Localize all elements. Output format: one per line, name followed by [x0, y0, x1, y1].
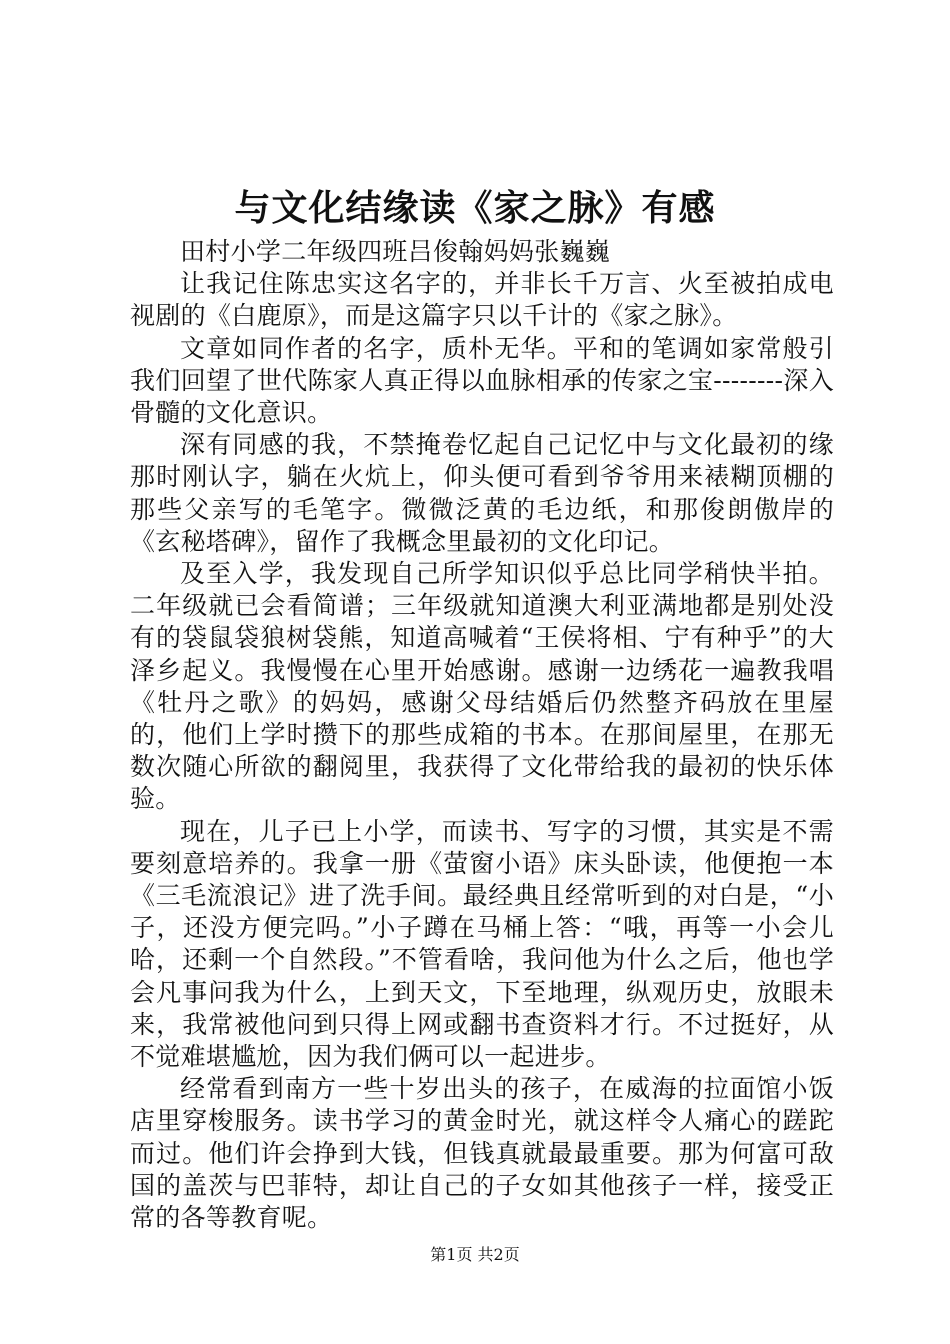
author-line: 田村小学二年级四班吕俊翰妈妈张巍巍: [180, 237, 611, 266]
document-body: [130, 236, 834, 1234]
paragraph: 及至入学，我发现自己所学知识似乎总比同学稍快半拍。二年级就已会看简谱；三年级就知道澳大利亚满地都是别处没有的袋鼠袋狼树袋熊，知道高喊着“王侯将相、宁有种乎”的大泽乡起义。我慢慢在心里开始感谢。感谢一边绣花一遍教我唱《牡丹之歌》的妈妈，感谢父母结婚后仍然整齐码放在里屋的，他们上学时攒下的那些成箱的书本。在那间屋里，在那无数次随心所欲的翻阅里，我获得了文化带给我的最初的快乐体验。: [130, 559, 834, 814]
paragraph: 深有同感的我，不禁掩卷忆起自己记忆中与文化最初的缘那时刚认字，躺在火炕上，仰头便可看到爷爷用来裱糊顶棚的那些父亲写的毛笔字。微微泛黄的毛边纸，和那俊朗傲岸的《玄秘塔碑》，留作了我概念里最初的文化印记。: [130, 430, 834, 556]
paragraph: 经常看到南方一些十岁出头的孩子，在威海的拉面馆小饭店里穿梭服务。读书学习的黄金时光，就这样令人痛心的蹉跎而过。他们许会挣到大钱，但钱真就最最重要。那为何富可敌国的盖茨与巴菲特，却让自己的子女如其他孩子一样，接受正常的各等教育呢。: [130, 1074, 834, 1233]
paragraph: 文章如同作者的名字，质朴无华。平和的笔调如家常般引我们回望了世代陈家人真正得以血脉相承的传家之宝--------深入骨髓的文化意识。: [130, 333, 834, 428]
paragraph: 现在，儿子已上小学，而读书、写字的习惯，其实是不需要刻意培养的。我拿一册《萤窗小语》床头卧读，他便抱一本《三毛流浪记》进了洗手间。最经典且经常听到的对白是，“小子，还没方便完吗。”小子蹲在马桶上答：“哦，再等一小会儿哈，还剩一个自然段。”不管看啥，我问他为什么之后，他也学会凡事问我为什么，上到天文，下至地理，纵观历史，放眼未来，我常被他问到只得上网或翻书查资料才行。不过挺好，从不觉难堪尴尬，因为我们俩可以一起进步。: [130, 816, 834, 1072]
document-title: 与文化结缘读《家之脉》有感: [234, 187, 716, 229]
paragraph: 让我记住陈忠实这名字的，并非长千万言、火至被拍成电视剧的《白鹿原》，而是这篇字只以千计的《家之脉》。: [130, 269, 834, 331]
page-number-footer: 第1页 共2页: [430, 1245, 520, 1264]
